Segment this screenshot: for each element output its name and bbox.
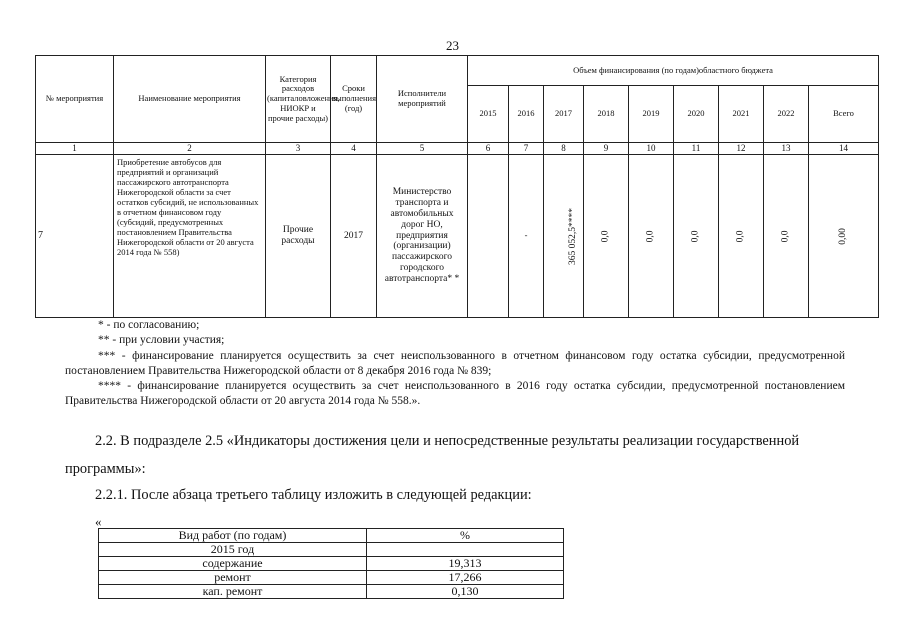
row-2020-cell <box>674 155 719 318</box>
header-year: 2016 <box>509 86 544 143</box>
row-2022: 0,0 <box>780 230 791 242</box>
col-number: 3 <box>266 143 331 155</box>
row-2019-cell <box>629 155 674 318</box>
table-row <box>36 155 879 318</box>
footnote: ** - при условии участия; <box>98 334 225 347</box>
work-type: кап. ремонт <box>99 585 367 599</box>
header-year: 2020 <box>674 86 719 143</box>
col-number: 7 <box>509 143 544 155</box>
row-2021: 0,0 <box>735 230 746 242</box>
work-percent: 17,266 <box>367 571 564 585</box>
row-number: 7 <box>36 155 114 318</box>
col-number: 10 <box>629 143 674 155</box>
header-year: 2018 <box>584 86 629 143</box>
row-2019: 0,0 <box>645 230 656 242</box>
col-number: 4 <box>331 143 377 155</box>
work-percent: 19,313 <box>367 557 564 571</box>
col-number: 13 <box>764 143 809 155</box>
col-number: 1 <box>36 143 114 155</box>
row-category: Прочие расходы <box>266 155 331 318</box>
header-name: Наименование мероприятия <box>114 56 266 143</box>
work-type: содержание <box>99 557 367 571</box>
table-row <box>99 557 564 571</box>
header-year: 2022 <box>764 86 809 143</box>
row-2017-cell <box>544 155 584 318</box>
col-number: 12 <box>719 143 764 155</box>
table-row <box>99 571 564 585</box>
col-number: 14 <box>809 143 879 155</box>
opening-quote: « <box>95 514 102 529</box>
header-year: 2019 <box>629 86 674 143</box>
row-term: 2017 <box>331 155 377 318</box>
row-total-cell <box>809 155 879 318</box>
col-number: 8 <box>544 143 584 155</box>
header-funding: Объем финансирования (по годам)областного бюджета <box>468 56 879 86</box>
paragraph-2-2: 2.2. В подразделе 2.5 «Индикаторы достижения цели и непосредственные результаты реализации государственной <box>95 433 800 449</box>
footnote: * - по согласованию; <box>98 319 200 331</box>
row-2018-cell <box>584 155 629 318</box>
work-type: ремонт <box>99 571 367 585</box>
header-year: 2017 <box>544 86 584 143</box>
footnotes <box>65 318 845 410</box>
work-percent <box>367 543 564 557</box>
row-executor: Министерство транспорта и автомобильных дорог НО, предприятия (организации) пассажирского городского автотранспорта* * <box>377 155 468 318</box>
header-terms: Сроки выполнения (год) <box>331 56 377 143</box>
work-type: 2015 год <box>99 543 367 557</box>
header-percent: % <box>367 529 564 543</box>
row-2021-cell <box>719 155 764 318</box>
header-executors: Исполнители мероприятий <box>377 56 468 143</box>
row-name: Приобретение автобусов для предприятий и организаций пассажирского автотранспорта Нижегородской области за счет остатков субсидий, не использованных в отчетном финансовом году (субсидий, предусмотренных постановлением Правительства Нижегородской области от 20 августа 2014 года № 558) <box>114 155 266 318</box>
footnote: *** - финансирование планируется осуществить за счет неиспользованного в отчетном финансовом году остатка субсидии, предусмотренной постановлением Правительства Нижегородской области от 8 декабря 2016 года № 839; <box>65 349 845 377</box>
work-percent: 0,130 <box>367 585 564 599</box>
paragraph-2-2-1: 2.2.1. После абзаца третьего таблицу изложить в следующей редакции: <box>95 487 532 503</box>
header-work-type: Вид работ (по годам) <box>99 529 367 543</box>
row-2022-cell <box>764 155 809 318</box>
col-number: 2 <box>114 143 266 155</box>
funding-table <box>35 55 879 318</box>
header-category: Категория расходов (капиталовложения, НИОКР и прочие расходы) <box>266 56 331 143</box>
col-number: 9 <box>584 143 629 155</box>
row-2016: - <box>509 155 544 318</box>
footnote: **** - финансирование планируется осуществить за счет неиспользованного в 2016 году остатка субсидии, предусмотренной постановлением Правительства Нижегородской области от 20 августа 2014 года № 558.». <box>65 380 845 408</box>
row-2017: 365 052,5**** <box>568 207 579 265</box>
row-total: 0,00 <box>838 227 849 245</box>
row-2018: 0,0 <box>600 230 611 242</box>
table-row <box>99 585 564 599</box>
col-number: 5 <box>377 143 468 155</box>
paragraph-2-2-cont: программы»: <box>65 461 146 477</box>
col-number: 6 <box>468 143 509 155</box>
indicators-table <box>98 528 564 599</box>
row-2015 <box>468 155 509 318</box>
header-year: 2021 <box>719 86 764 143</box>
row-2020: 0,0 <box>690 230 701 242</box>
header-total: Всего <box>809 86 879 143</box>
col-number: 11 <box>674 143 719 155</box>
header-year: 2015 <box>468 86 509 143</box>
page-number: 23 <box>446 38 459 53</box>
header-num: № мероприятия <box>36 56 114 143</box>
table-row <box>99 543 564 557</box>
